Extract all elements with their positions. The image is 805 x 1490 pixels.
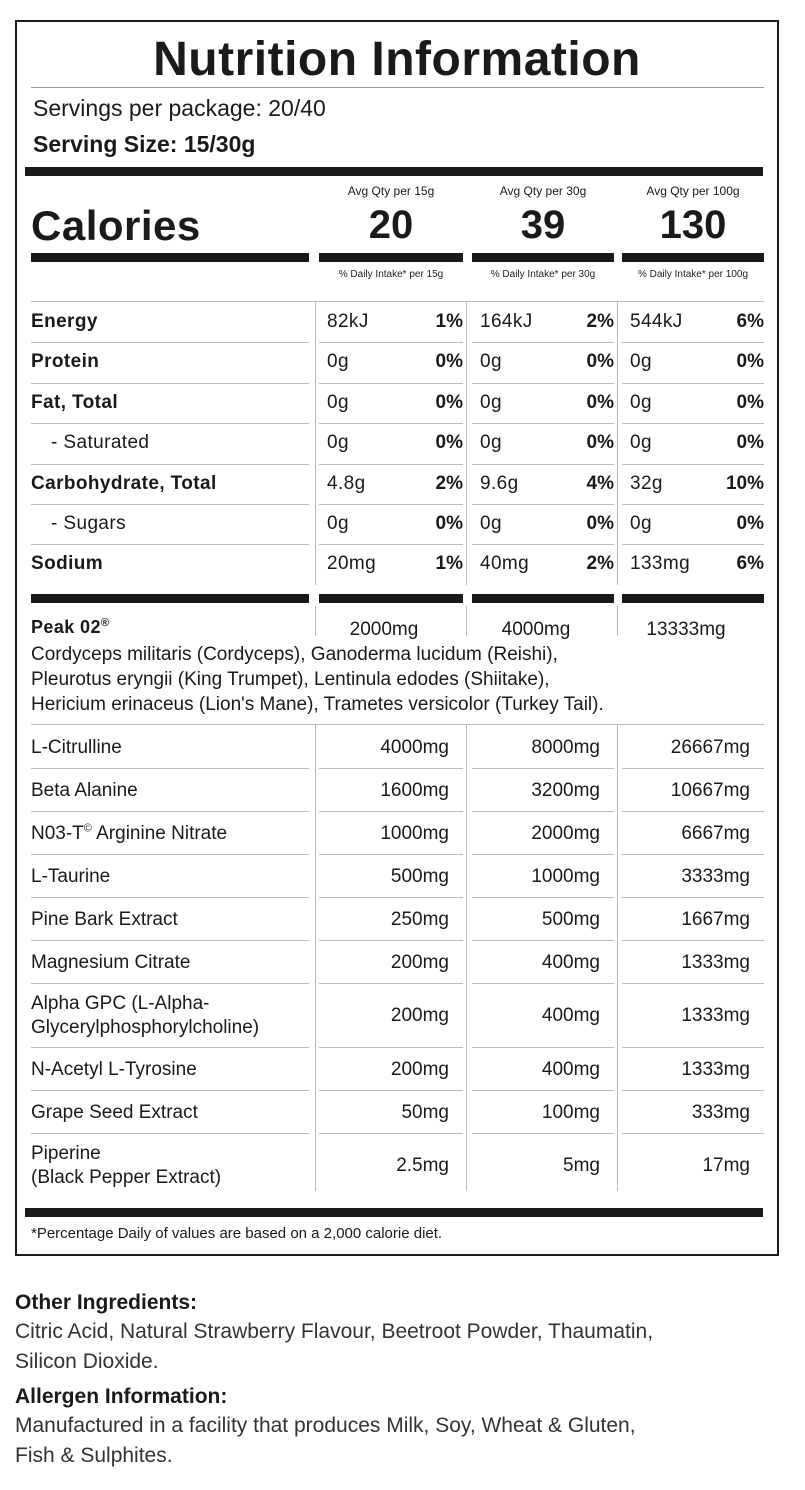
- nutrient-pct-0-1: 2%: [586, 311, 614, 332]
- ingredient-divider-8-0: [319, 1133, 463, 1134]
- ingredient-divider-4-0: [319, 940, 463, 941]
- col-header-0: Avg Qty per 15g: [347, 184, 435, 198]
- peak-label: [31, 616, 109, 638]
- peak-col-divider-2: [617, 606, 618, 636]
- nutrient-divider-2-1: [472, 423, 614, 424]
- nutrient-end-rule-0: [319, 594, 463, 603]
- allergen-line-1: Manufactured in a facility that produces Milk, Soy, Wheat & Gluten,: [15, 1414, 636, 1437]
- nutrient-divider-0-2: [622, 342, 764, 343]
- ingredient-val-6-0: 200mg: [390, 1005, 449, 1026]
- ingredient-label-0-line-0: L-Citrulline: [31, 736, 122, 758]
- ingredient-val-8-0: 50mg: [401, 1101, 449, 1123]
- nutrient-divider-2-a: [31, 423, 309, 424]
- ingredient-label-1: [31, 779, 138, 803]
- nutrient-qty-5-0: 0g: [327, 513, 349, 534]
- ingredient-val-9-2: 17mg: [702, 1155, 750, 1176]
- allergen-heading: Allergen Information:: [15, 1385, 228, 1408]
- nutrient-col-divider-0: [315, 302, 316, 585]
- ingredient-divider-1-0: [319, 811, 463, 812]
- nutrient-qty-2-0: 0g: [327, 391, 349, 413]
- ingredient-divider-5-2: [622, 983, 764, 984]
- nutrient-pct-2-2: 0%: [736, 391, 764, 413]
- nutrient-qty-4-2: 32g: [630, 472, 663, 494]
- ingredient-val-0-1: 8000mg: [531, 736, 600, 758]
- ingredient-divider-7-a: [31, 1090, 309, 1091]
- ingredient-divider-3-0: [319, 897, 463, 898]
- nutrient-pct-6-2: 6%: [736, 553, 764, 575]
- nutrient-divider-2-2: [622, 423, 764, 424]
- ingredient-label-2-suffix: Arginine Nitrate: [91, 822, 228, 844]
- ingredient-val-7-0: 200mg: [390, 1058, 449, 1080]
- ingredient-divider-8-1: [472, 1133, 614, 1134]
- ingredient-val-2-0: 1000mg: [380, 822, 449, 844]
- calories-rule-2: [622, 253, 764, 262]
- nutrient-pct-1-1: 0%: [586, 351, 614, 373]
- daily-intake-header-0: % Daily Intake* per 15g: [338, 269, 444, 280]
- ingredient-label-6-line-0: Alpha GPC (L-Alpha-: [31, 993, 210, 1014]
- ingredient-col-divider-2: [617, 725, 618, 1191]
- nutrient-divider-3-a: [31, 464, 309, 465]
- nutrient-divider-3-1: [472, 464, 614, 465]
- ingredient-val-6-1: 400mg: [541, 1005, 600, 1026]
- nutrient-divider-4-2: [622, 504, 764, 505]
- nutrient-divider-5-0: [319, 544, 463, 545]
- nutrient-qty-6-2: 133mg: [630, 553, 691, 575]
- nutrient-pct-1-2: 0%: [736, 351, 764, 373]
- nutrient-divider-5-a: [31, 544, 309, 545]
- nutrient-pct-4-1: 4%: [586, 472, 614, 494]
- daily-intake-header-2: % Daily Intake* per 100g: [637, 269, 749, 280]
- peak-val-0: 2000mg: [349, 619, 419, 640]
- nutrient-qty-6-0: 20mg: [327, 553, 377, 575]
- ingredient-divider-6-2: [622, 1047, 764, 1048]
- ingredient-val-2-2: 6667mg: [681, 822, 750, 844]
- ingredient-divider-0-0: [319, 768, 463, 769]
- col-header-2: Avg Qty per 100g: [646, 184, 740, 198]
- peak-desc-line-2: Hericium erinaceus (Lion's Mane), Trametes versicolor (Turkey Tail).: [31, 694, 604, 715]
- ingredient-divider-3-2: [622, 897, 764, 898]
- ingredient-val-5-0: 200mg: [390, 951, 449, 973]
- ingredient-val-3-1: 1000mg: [531, 865, 600, 887]
- col-header-1: Avg Qty per 30g: [499, 184, 587, 198]
- other-ingredients-line-1: Citric Acid, Natural Strawberry Flavour, Beetroot Powder, Thaumatin,: [15, 1320, 654, 1343]
- ingredient-divider-5-0: [319, 983, 463, 984]
- di-header-divider: [31, 301, 764, 302]
- nutrient-divider-1-2: [622, 383, 764, 384]
- ingredient-divider-6-a: [31, 1047, 309, 1048]
- nutrient-pct-2-0: 0%: [435, 391, 463, 413]
- ingredient-val-8-1: 100mg: [541, 1101, 600, 1123]
- ingredient-col-divider-0: [315, 725, 316, 1191]
- nutrient-qty-3-1: 0g: [480, 432, 502, 454]
- nutrient-pct-1-0: 0%: [435, 351, 463, 373]
- ingredient-label-9: [31, 1142, 221, 1190]
- ingredient-divider-4-a: [31, 940, 309, 941]
- nutrient-qty-3-2: 0g: [630, 432, 652, 454]
- ingredient-divider-1-a: [31, 811, 309, 812]
- ingredient-val-6-2: 1333mg: [681, 1005, 750, 1026]
- nutrient-qty-3-0: 0g: [327, 432, 349, 454]
- nutrient-divider-0-1: [472, 342, 614, 343]
- nutrient-pct-0-2: 6%: [736, 311, 764, 332]
- ingredient-val-9-0: 2.5mg: [396, 1155, 449, 1176]
- peak-val-1: 4000mg: [501, 619, 571, 640]
- allergen-line-2: Fish & Sulphites.: [15, 1444, 173, 1467]
- ingredient-divider-8-a: [31, 1133, 309, 1134]
- registered-mark: ®: [100, 617, 110, 629]
- ingredient-label-8: [31, 1101, 198, 1125]
- serving-size: Serving Size: 15/30g: [33, 131, 256, 157]
- nutrient-divider-5-1: [472, 544, 614, 545]
- nutrient-qty-6-1: 40mg: [480, 553, 530, 575]
- ingredient-label-9-line-0: Piperine: [31, 1143, 101, 1164]
- nutrient-col-divider-1: [466, 302, 467, 585]
- nutrient-pct-5-1: 0%: [586, 513, 614, 534]
- nutrient-divider-2-0: [319, 423, 463, 424]
- ingredient-divider-6-0: [319, 1047, 463, 1048]
- ingredient-label-2-line-0: [31, 822, 227, 846]
- nutrient-pct-5-0: 0%: [435, 513, 463, 534]
- ingredient-label-4: [31, 908, 178, 932]
- nutrient-label-0: Energy: [31, 311, 98, 332]
- peak-divider: [31, 724, 764, 725]
- nutrient-label-4: Carbohydrate, Total: [31, 472, 217, 494]
- calories-label: Calories: [31, 202, 201, 249]
- daily-intake-header-1: % Daily Intake* per 30g: [490, 269, 596, 280]
- ingredient-divider-7-1: [472, 1090, 614, 1091]
- nutrient-pct-6-1: 2%: [586, 553, 614, 575]
- ingredient-val-5-1: 400mg: [541, 951, 600, 973]
- ingredient-divider-4-1: [472, 940, 614, 941]
- ingredient-val-7-2: 1333mg: [681, 1058, 750, 1080]
- nutrient-label-2: Fat, Total: [31, 391, 119, 413]
- ingredient-divider-5-a: [31, 983, 309, 984]
- nutrient-qty-5-1: 0g: [480, 513, 502, 534]
- ingredient-label-4-line-0: Pine Bark Extract: [31, 908, 178, 930]
- ingredient-divider-4-2: [622, 940, 764, 941]
- nutrient-divider-1-1: [472, 383, 614, 384]
- nutrient-qty-1-0: 0g: [327, 351, 349, 373]
- nutrient-divider-1-a: [31, 383, 309, 384]
- ingredient-label-5: [31, 951, 190, 975]
- ingredient-val-9-1: 5mg: [563, 1155, 600, 1176]
- nutrient-label-1: Protein: [31, 351, 100, 373]
- ingredient-divider-1-2: [622, 811, 764, 812]
- ingredient-label-6-line-1: Glycerylphosphorylcholine): [31, 1017, 260, 1038]
- ingredient-divider-1-1: [472, 811, 614, 812]
- ingredient-val-3-2: 3333mg: [681, 865, 750, 887]
- ingredient-val-5-2: 1333mg: [681, 951, 750, 973]
- nutrition-panel: [15, 20, 779, 1256]
- ingredient-label-0: [31, 736, 122, 760]
- ingredient-divider-2-1: [472, 854, 614, 855]
- nutrient-qty-5-2: 0g: [630, 513, 652, 534]
- ingredient-val-0-0: 4000mg: [380, 736, 449, 758]
- servings-per-package: Servings per package: 20/40: [33, 95, 326, 121]
- nutrient-pct-4-0: 2%: [435, 472, 463, 494]
- nutrient-label-5: - Sugars: [51, 513, 127, 534]
- ingredient-divider-6-1: [472, 1047, 614, 1048]
- nutrient-qty-1-2: 0g: [630, 351, 652, 373]
- copyright-mark: ©: [83, 822, 92, 835]
- title-divider: [31, 87, 764, 88]
- ingredient-divider-5-1: [472, 983, 614, 984]
- calories-rule-1: [472, 253, 614, 262]
- nutrient-label-3: - Saturated: [51, 432, 150, 454]
- nutrient-divider-4-1: [472, 504, 614, 505]
- nutrient-pct-2-1: 0%: [586, 391, 614, 413]
- nutrient-qty-2-2: 0g: [630, 391, 652, 413]
- nutrient-pct-6-0: 1%: [435, 553, 463, 575]
- nutrient-end-rule-2: [622, 594, 764, 603]
- nutrient-qty-0-0: 82kJ: [327, 311, 369, 332]
- header-thick-rule: [25, 167, 763, 176]
- ingredient-label-5-line-0: Magnesium Citrate: [31, 951, 191, 973]
- nutrient-pct-0-0: 1%: [435, 311, 463, 332]
- nutrient-divider-4-a: [31, 504, 309, 505]
- ingredient-val-1-0: 1600mg: [380, 779, 449, 801]
- ingredient-divider-2-0: [319, 854, 463, 855]
- ingredient-divider-7-2: [622, 1090, 764, 1091]
- ingredient-label-7: [31, 1058, 197, 1082]
- ingredient-val-4-1: 500mg: [541, 908, 600, 930]
- nutrient-pct-4-2: 10%: [725, 472, 764, 494]
- ingredient-label-9-line-1: (Black Pepper Extract): [31, 1167, 222, 1188]
- ingredient-divider-3-a: [31, 897, 309, 898]
- ingredient-divider-8-2: [622, 1133, 764, 1134]
- nutrient-col-divider-2: [617, 302, 618, 585]
- ingredient-col-divider-1: [466, 725, 467, 1191]
- ingredient-divider-2-a: [31, 854, 309, 855]
- ingredient-val-3-0: 500mg: [390, 865, 449, 887]
- footer-thick-rule: [25, 1208, 763, 1217]
- ingredient-divider-7-0: [319, 1090, 463, 1091]
- nutrient-qty-4-0: 4.8g: [327, 472, 366, 494]
- peak-val-2: 13333mg: [646, 619, 726, 640]
- nutrient-divider-3-2: [622, 464, 764, 465]
- ingredient-val-4-2: 1667mg: [681, 908, 750, 930]
- footnote: *Percentage Daily of values are based on a 2,000 calorie diet.: [31, 1225, 443, 1242]
- nutrient-qty-0-1: 164kJ: [480, 311, 533, 332]
- nutrient-divider-1-0: [319, 383, 463, 384]
- nutrient-divider-4-0: [319, 504, 463, 505]
- nutrient-pct-3-2: 0%: [736, 432, 764, 454]
- nutrient-pct-3-0: 0%: [435, 432, 463, 454]
- peak-desc-line-1: Pleurotus eryngii (King Trumpet), Lentinula edodes (Shiitake),: [31, 669, 550, 690]
- ingredient-label-1-line-0: Beta Alanine: [31, 779, 138, 801]
- nutrient-qty-2-1: 0g: [480, 391, 502, 413]
- calories-value-1: 39: [520, 203, 566, 247]
- ingredient-val-1-2: 10667mg: [670, 779, 750, 801]
- ingredient-divider-0-a: [31, 768, 309, 769]
- ingredient-label-3: [31, 865, 110, 889]
- nutrient-qty-1-1: 0g: [480, 351, 502, 373]
- peak-col-divider-1: [466, 606, 467, 636]
- nutrient-qty-0-2: 544kJ: [630, 311, 683, 332]
- ingredient-val-1-1: 3200mg: [531, 779, 600, 801]
- nutrient-end-rule: [31, 594, 309, 603]
- ingredient-label-2: [31, 822, 227, 846]
- ingredient-divider-0-1: [472, 768, 614, 769]
- ingredient-label-6: [31, 992, 259, 1040]
- calories-thick-rule: [31, 253, 309, 262]
- ingredient-label-8-line-0: Grape Seed Extract: [31, 1101, 198, 1123]
- panel-title: Nutrition Information: [153, 33, 641, 86]
- peak-desc-line-0: Cordyceps militaris (Cordyceps), Ganoderma lucidum (Reishi),: [31, 644, 558, 665]
- calories-value-2: 130: [659, 203, 727, 247]
- ingredient-divider-3-1: [472, 897, 614, 898]
- ingredient-label-7-line-0: N-Acetyl L-Tyrosine: [31, 1058, 197, 1080]
- nutrient-pct-5-2: 0%: [736, 513, 764, 534]
- nutrient-divider-3-0: [319, 464, 463, 465]
- nutrient-divider-5-2: [622, 544, 764, 545]
- ingredient-divider-2-2: [622, 854, 764, 855]
- other-ingredients-heading: Other Ingredients:: [15, 1291, 198, 1314]
- peak-col-divider-0: [315, 606, 316, 636]
- ingredient-val-2-1: 2000mg: [531, 822, 600, 844]
- ingredient-val-8-2: 333mg: [691, 1101, 750, 1123]
- ingredient-label-2-name: N03-T: [31, 822, 84, 844]
- ingredient-divider-0-2: [622, 768, 764, 769]
- calories-value-0: 20: [368, 203, 414, 247]
- ingredient-val-7-1: 400mg: [541, 1058, 600, 1080]
- other-ingredients-line-2: Silicon Dioxide.: [15, 1350, 159, 1373]
- nutrient-qty-4-1: 9.6g: [480, 472, 519, 494]
- nutrient-divider-0-a: [31, 342, 309, 343]
- peak-label-text: Peak 02: [31, 617, 101, 637]
- nutrient-label-6: Sodium: [31, 553, 104, 575]
- nutrient-pct-3-1: 0%: [586, 432, 614, 454]
- calories-rule-0: [319, 253, 463, 262]
- nutrient-divider-0-0: [319, 342, 463, 343]
- nutrient-end-rule-1: [472, 594, 614, 603]
- ingredient-val-4-0: 250mg: [390, 908, 449, 930]
- ingredient-val-0-2: 26667mg: [670, 736, 750, 758]
- ingredient-label-3-line-0: L-Taurine: [31, 865, 111, 887]
